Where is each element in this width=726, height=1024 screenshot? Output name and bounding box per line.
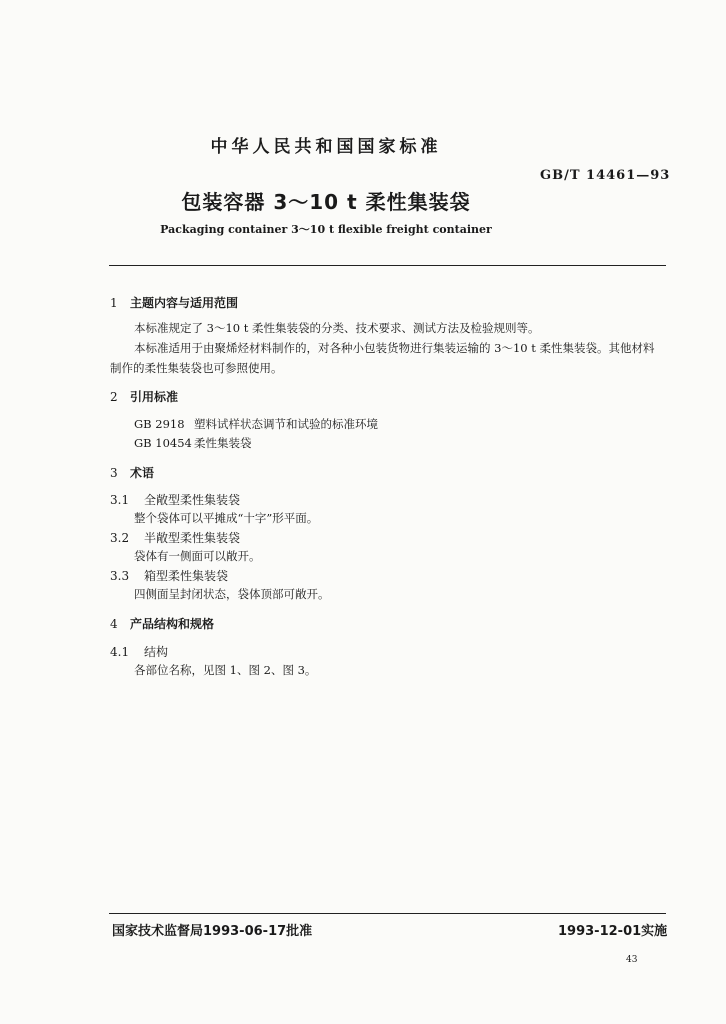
term-definition: 袋体有一侧面可以敞开。: [134, 549, 261, 563]
section-title: 产品结构和规格: [130, 617, 215, 631]
paragraph: 本标准适用于由聚烯烃材料制作的，对各种小包装货物进行集装运输的 3～10 t 柔性集装袋。其他材料制作的柔性集装袋也可参照使用。: [110, 341, 655, 375]
section-title: 术语: [130, 466, 155, 480]
term-3-1-heading: [110, 491, 240, 508]
document-title-english: Packaging container 3～10 t flexible freight container: [160, 223, 492, 236]
term-name: 半敞型柔性集装袋: [144, 531, 241, 545]
term-definition: 四侧面呈封闭状态，袋体顶部可敞开。: [134, 587, 330, 601]
section-number: 4: [110, 617, 118, 631]
header-divider: [109, 265, 666, 266]
reference-code: GB 2918: [134, 417, 185, 431]
term-number: 3.3: [110, 569, 130, 583]
section-number: 2: [110, 390, 118, 404]
reference-item: [134, 435, 252, 451]
effective-date: 1993-12-01实施: [558, 924, 668, 939]
footer-divider: [109, 913, 666, 914]
subsection-title: 结构: [144, 645, 169, 659]
term-name: 全敞型柔性集装袋: [144, 493, 241, 507]
issuing-body-heading: 中华人民共和国国家标准: [210, 137, 442, 157]
section-number: 3: [110, 466, 118, 480]
section-title: 引用标准: [130, 390, 179, 404]
subsection-4-1-heading: [110, 643, 168, 660]
section-1-heading: [110, 294, 238, 311]
term-number: 3.2: [110, 531, 130, 545]
term-3-3-heading: [110, 567, 228, 584]
section-title: 主题内容与适用范围: [130, 296, 239, 310]
document-title-chinese: 包装容器 3～10 t 柔性集装袋: [181, 190, 471, 214]
section-4-heading: [110, 615, 214, 632]
term-definition: 整个袋体可以平摊成“十字”形平面。: [134, 511, 319, 525]
section-2-heading: [110, 388, 178, 405]
section-number: 1: [110, 296, 118, 310]
reference-name: 柔性集装袋: [194, 436, 252, 450]
approval-statement: 国家技术监督局1993-06-17批准: [112, 924, 313, 939]
term-number: 3.1: [110, 493, 130, 507]
section-1-body: [110, 318, 666, 378]
paragraph: 本标准规定了 3～10 t 柔性集装袋的分类、技术要求、测试方法及检验规则等。: [134, 321, 540, 335]
subsection-text: 各部位名称，见图 1、图 2、图 3。: [134, 663, 317, 677]
page-number: 43: [626, 955, 638, 965]
reference-name: 塑料试样状态调节和试验的标准环境: [194, 417, 378, 431]
term-3-2-heading: [110, 529, 240, 546]
standard-code: GB/T 14461—93: [540, 168, 671, 183]
reference-code: GB 10454: [134, 436, 192, 450]
term-name: 箱型柔性集装袋: [144, 569, 229, 583]
section-3-heading: [110, 464, 154, 481]
subsection-number: 4.1: [110, 645, 130, 659]
reference-item: [134, 416, 378, 432]
